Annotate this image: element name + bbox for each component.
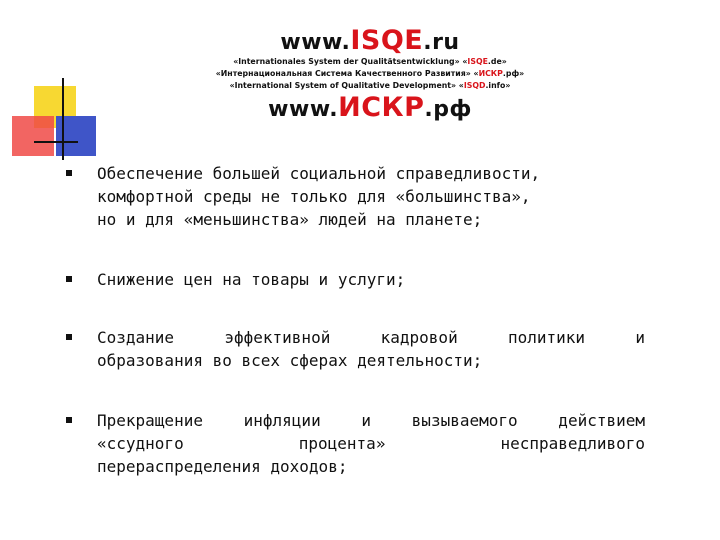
bottom-domain[interactable]: www.ИСКР.рф <box>268 92 472 123</box>
decorative-vertical-line <box>62 78 64 160</box>
decorative-horizontal-line <box>34 141 78 143</box>
bullet-marker-icon <box>66 334 72 340</box>
bullet-marker-icon <box>66 276 72 282</box>
list-item-text: Обеспечение большей социальной справедливости, комфортной среды не только для «большинства», но и для «меньшинства» людей на планете; <box>97 164 541 229</box>
list-item-text: Прекращение инфляции и вызываемого действием «ссудного процента» несправедливого перераспределения доходов; <box>97 411 645 476</box>
bullet-marker-icon <box>66 170 72 176</box>
tagline-english: «International System of Qualitative Development» «ISQD.info» <box>229 81 511 90</box>
decorative-red-square <box>12 116 54 156</box>
tagline-russian: «Интернациональная Система Качественного Развития» «ИСКР.рф» <box>215 69 525 78</box>
logo-header <box>140 25 600 123</box>
top-domain[interactable]: www.ISQE.ru <box>280 25 460 56</box>
bullet-marker-icon <box>66 417 72 423</box>
list-item-text: Снижение цен на товары и услуги; <box>97 270 406 289</box>
tagline-german: «Internationales System der Qualitätsentwicklung» «ISQE.de» <box>233 57 507 66</box>
list-item-text: Создание эффективной кадровой политики и образования во всех сферах деятельности; <box>97 328 645 370</box>
